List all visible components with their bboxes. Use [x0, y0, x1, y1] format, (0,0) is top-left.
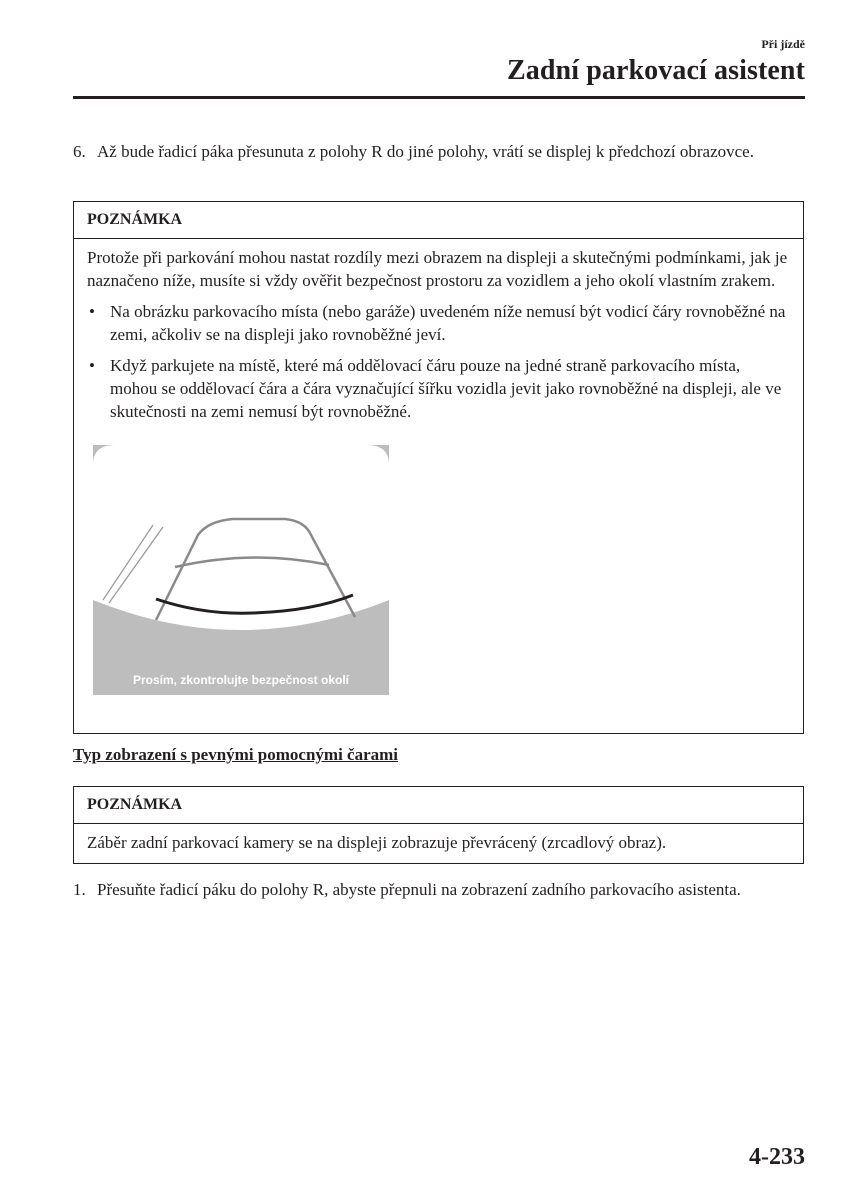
step-number: 1. [73, 880, 86, 899]
step-number: 6. [73, 142, 86, 161]
note-bullet [87, 300, 790, 346]
note-heading: POZNÁMKA [74, 202, 803, 239]
note-body [74, 239, 803, 707]
note-paragraph: Protože při parkování mohou nastat rozdíly mezi obrazem na displeji a skutečnými podmínkami, jak je naznačeno níže, musíte si vždy ověřit bezpečnost prostoru za vozidlem a jeho okolí vlastním zrakem. [87, 248, 788, 290]
note-bullet [87, 354, 790, 423]
note-box [73, 201, 804, 734]
camera-display-illustration [93, 445, 389, 695]
section-label: Při jízdě [761, 37, 805, 51]
camera-view-area [93, 445, 389, 630]
step-text: Přesuňte řadicí páku do polohy R, abyste přepnuli na zobrazení zadního parkovacího asistenta. [97, 880, 741, 899]
step-text: Až bude řadicí páka přesunuta z polohy R do jiné polohy, vrátí se displej k předchozí obrazovce. [97, 142, 754, 161]
step-6 [73, 140, 803, 164]
page-title: Zadní parkovací asistent [507, 55, 805, 86]
display-warning-text: Prosím, zkontrolujte bezpečnost okolí [132, 673, 350, 687]
parking-camera-diagram [93, 445, 389, 695]
header-divider [73, 96, 805, 99]
note-heading: POZNÁMKA [74, 787, 803, 824]
bullet-icon: • [89, 302, 95, 321]
bullet-text: Na obrázku parkovacího místa (nebo garáže) uvedeném níže nemusí být vodicí čáry rovnoběžné na zemi, ačkoliv se na displeji jako rovnoběžné jeví. [110, 302, 786, 344]
note-box [73, 786, 804, 864]
step-1 [73, 878, 803, 902]
note-text: Záběr zadní parkovací kamery se na displeji zobrazuje převrácený (zrcadlový obraz). [87, 833, 667, 852]
page-number: 4-233 [749, 1144, 805, 1170]
section-heading: Typ zobrazení s pevnými pomocnými čarami [73, 745, 399, 764]
bullet-icon: • [89, 356, 95, 375]
bullet-text: Když parkujete na místě, které má oddělovací čáru pouze na jedné straně parkovacího místa, mohou se oddělovací čára a čára vyznačující šířku vozidla jevit jako rovnoběžné na displeji, ale ve skutečnosti na zemi nemusí být rovnoběžné. [110, 356, 782, 421]
